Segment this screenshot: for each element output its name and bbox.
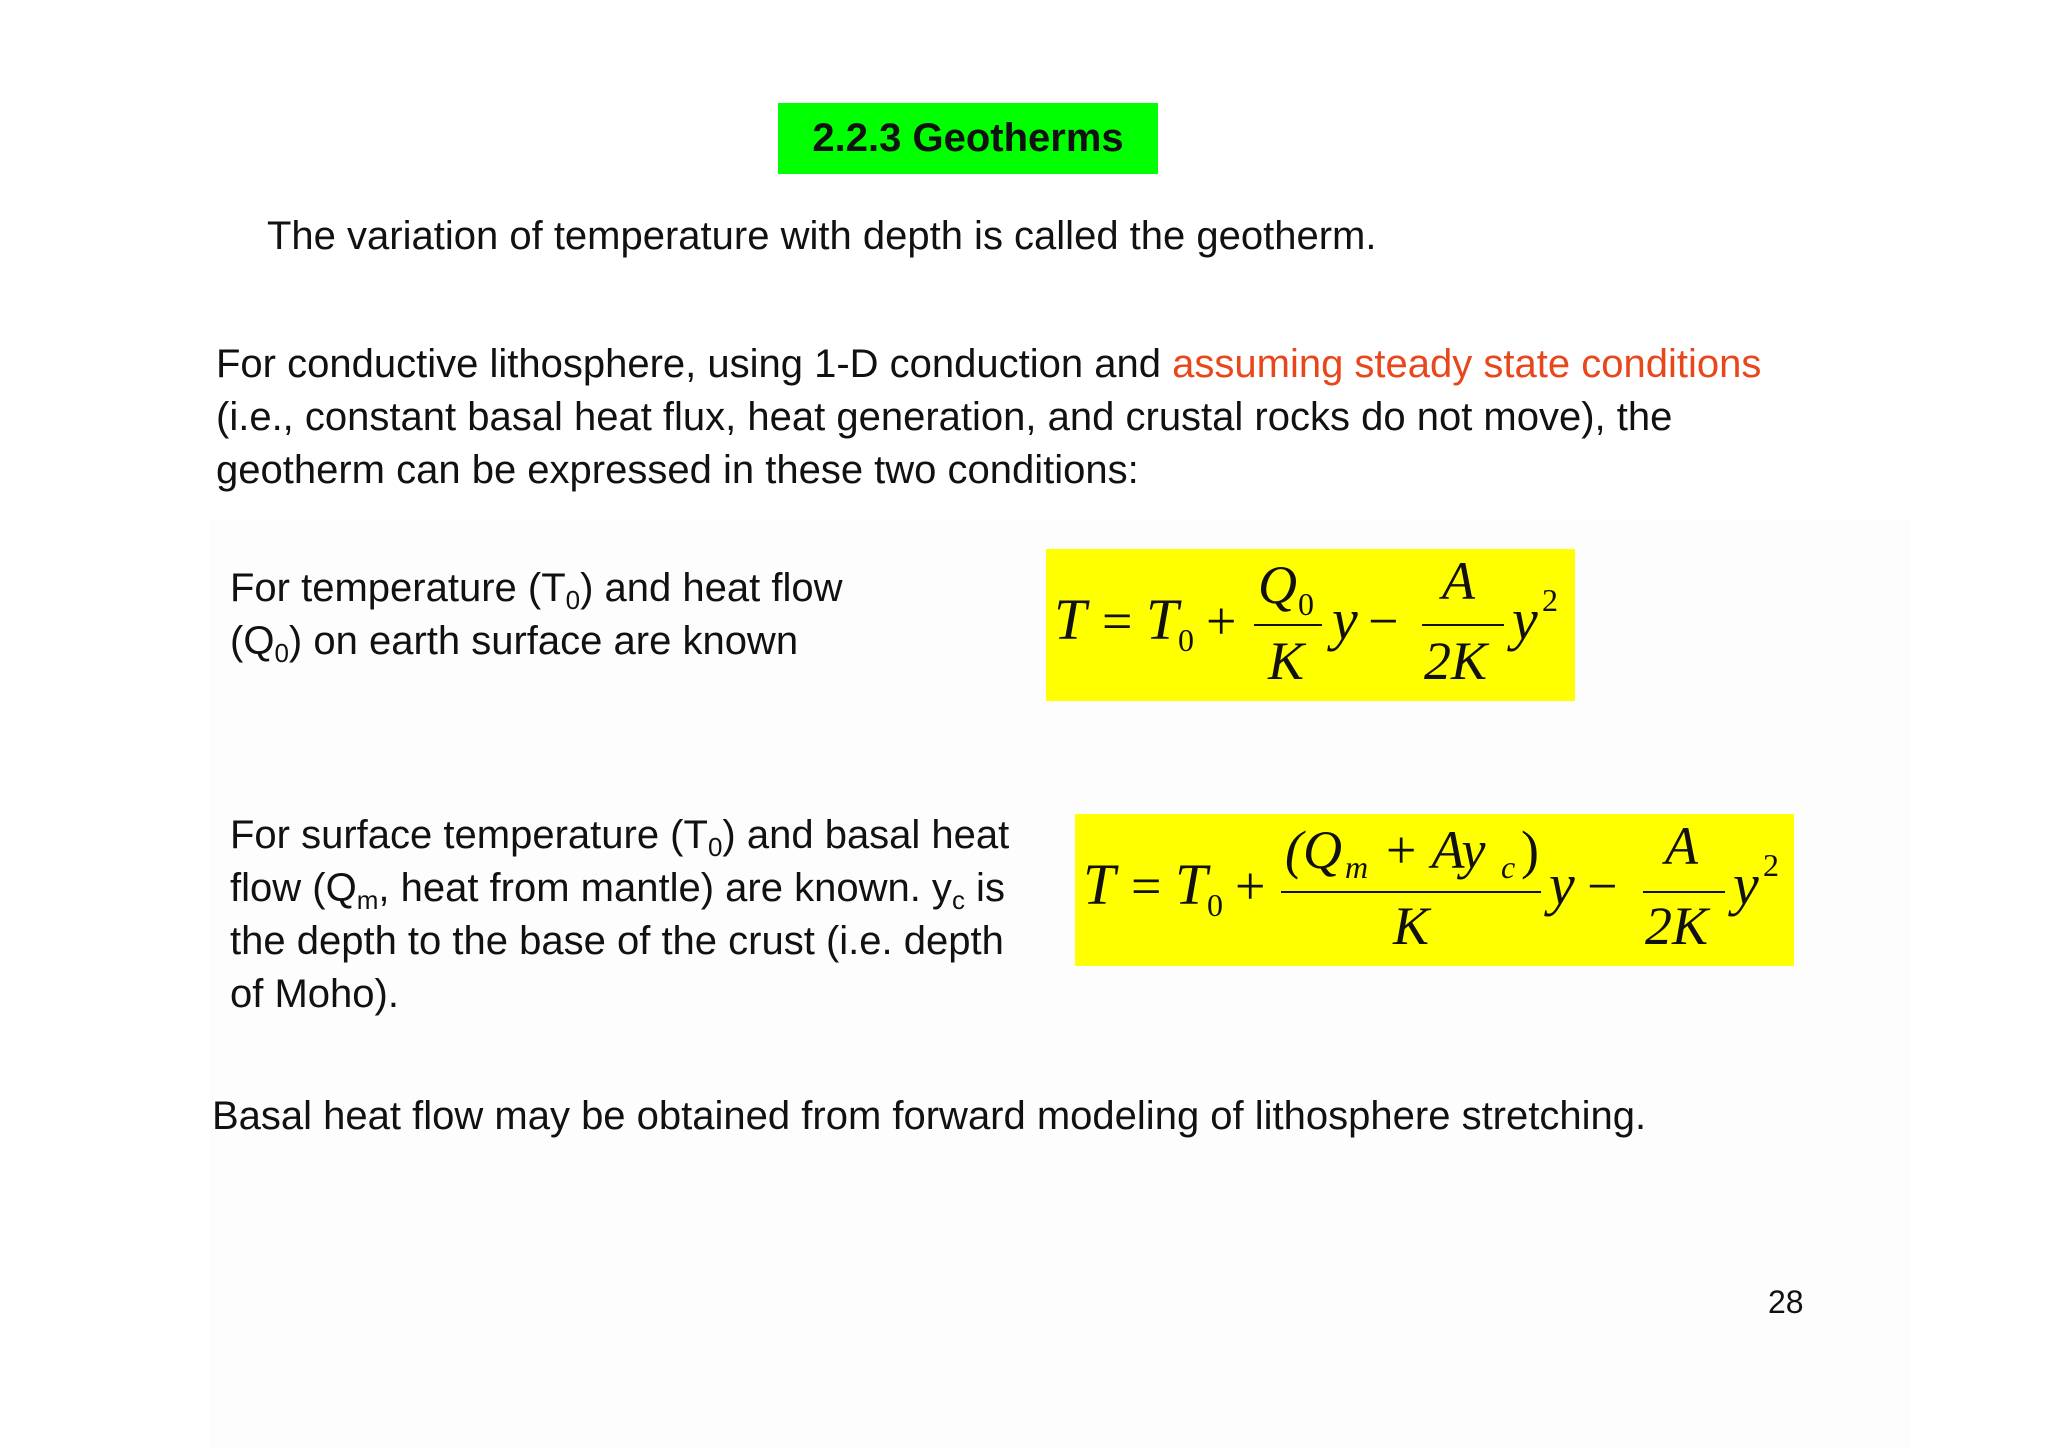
eq1-T0: T: [1146, 587, 1179, 652]
cond2-sub-2: m: [356, 885, 379, 915]
eq1-T: T: [1054, 587, 1087, 652]
eq1-sub-0: 0: [1178, 622, 1194, 658]
cond1-sub-2: 0: [274, 638, 289, 668]
equation-basal-box: [1075, 814, 1794, 966]
cond2-text-2: ) and basal heat flow (Q: [230, 813, 1010, 910]
condition-basal-known: [230, 809, 1010, 1021]
eq1-plus: +: [1206, 591, 1237, 651]
eq1-frac2-den: 2K: [1424, 631, 1488, 691]
cond2-sub-1: 0: [707, 832, 723, 862]
section-title: [778, 103, 1158, 174]
eq2-num-sub-c: c: [1501, 849, 1516, 885]
eq2-num-open: (Q: [1285, 820, 1342, 880]
section-title-text: 2.2.3 Geotherms: [812, 116, 1124, 160]
paragraph-text-after: (i.e., constant basal heat flux, heat generation, and crustal rocks do not move), the geotherm can be expressed in these two conditions:: [216, 395, 1673, 492]
eq2-num-sub-m: m: [1345, 849, 1369, 885]
cond1-text-1: For temperature (T: [230, 566, 566, 610]
eq2-equals: =: [1131, 856, 1162, 916]
cond2-text-4: is the depth to the base of the crust (i.e. depth of Moho).: [230, 866, 1005, 1016]
cond2-sub-3: c: [951, 885, 965, 915]
cond1-text-3: ) on earth surface are known: [288, 619, 799, 663]
eq2-frac2-num: A: [1665, 816, 1698, 876]
eq2-num-close: ): [1521, 820, 1539, 880]
eq2-T: T: [1083, 852, 1116, 917]
eq2-y: y: [1549, 852, 1575, 917]
eq2-num-mid: + Ay: [1369, 820, 1486, 880]
equation-surface-box: [1046, 549, 1575, 701]
eq1-y-squared: y: [1512, 587, 1538, 652]
equation-surface: [1046, 549, 1575, 701]
steady-state-paragraph: [216, 338, 1776, 497]
cond2-text-3: , heat from mantle) are known. y: [378, 866, 952, 910]
eq1-frac1-num: Q: [1258, 555, 1297, 615]
paragraph-highlight: assuming steady state conditions: [1172, 342, 1762, 386]
eq2-T0: T: [1175, 852, 1208, 917]
eq2-y-squared: y: [1733, 852, 1759, 917]
eq1-frac1-num-sub: 0: [1298, 586, 1314, 622]
eq2-frac2-den: 2K: [1645, 896, 1709, 956]
eq1-minus: −: [1368, 591, 1399, 651]
eq1-exponent: 2: [1542, 582, 1558, 618]
intro-sentence: The variation of temperature with depth is called the geotherm.: [267, 214, 1377, 258]
eq2-sub-0: 0: [1207, 887, 1223, 923]
condition-surface-known: [230, 562, 870, 668]
cond1-sub-1: 0: [565, 585, 581, 615]
eq1-equals: =: [1102, 591, 1133, 651]
cond2-text-1: For surface temperature (T: [230, 813, 708, 857]
eq1-frac1-den: K: [1268, 631, 1305, 691]
eq2-plus: +: [1235, 856, 1266, 916]
eq2-minus: −: [1587, 856, 1618, 916]
eq1-y: y: [1332, 587, 1358, 652]
closing-sentence: Basal heat flow may be obtained from forward modeling of lithosphere stretching.: [212, 1094, 1647, 1138]
equation-basal: [1075, 814, 1794, 966]
eq2-exponent: 2: [1763, 847, 1779, 883]
paragraph-text-before: For conductive lithosphere, using 1-D conduction and: [216, 342, 1173, 386]
page-number: 28: [1768, 1284, 1804, 1320]
cond1-text-2: ) and heat flow (Q: [230, 566, 843, 663]
eq1-frac2-num: A: [1442, 551, 1475, 611]
eq2-frac1-den: K: [1393, 896, 1430, 956]
